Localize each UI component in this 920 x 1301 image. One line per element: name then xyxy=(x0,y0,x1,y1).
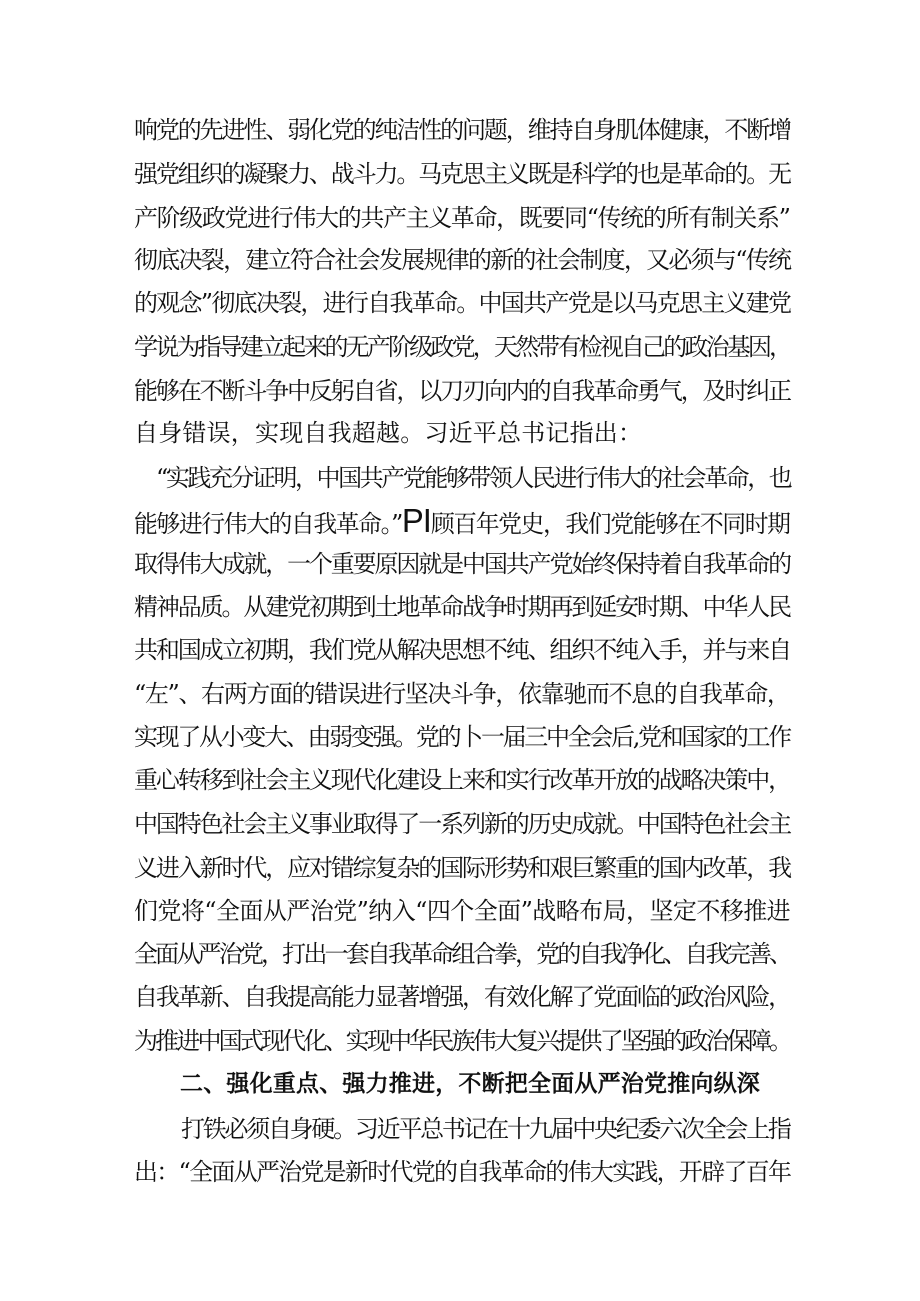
section-heading xyxy=(180,1062,760,1106)
text-line xyxy=(134,1150,790,1194)
line-text: 自我革新、自我提高能力显著增强，有效化解了党面临的政治风险， xyxy=(134,983,790,1011)
text-line xyxy=(134,196,790,240)
line-text: 彻底决裂，建立符合社会发展规律的新的社会制度，又必须与“传统 xyxy=(134,246,791,274)
text-line xyxy=(134,542,790,586)
text-line xyxy=(134,238,790,282)
text-line xyxy=(134,846,790,890)
line-text: 重心转移到社会主义现代化建设上来和实行改革开放的战略决策中， xyxy=(134,766,790,794)
line-text: 自身错误，实现自我超越。习近平总书记指出： xyxy=(134,419,643,447)
text-line xyxy=(134,108,790,152)
line-text: 强党组织的凝聚力、战斗力。马克思主义既是科学的也是革命的。无 xyxy=(134,160,790,188)
text-line xyxy=(134,1019,790,1063)
text-line xyxy=(134,715,790,759)
line-text: 响党的先进性、弱化党的纯洁性的问题，维持自身肌体健康，不断增 xyxy=(134,116,790,144)
line-text: 打铁必须自身硬。习近平总书记在十九届中央纪委六次全会上指 xyxy=(181,1115,790,1143)
text-line xyxy=(134,758,790,802)
ocr-artifact-text: PI xyxy=(401,502,431,539)
quote-line xyxy=(156,456,790,500)
line-text: 实现了从小变大、由弱变强。党的卜一届三中全会后,党和国家的工作 xyxy=(134,723,790,751)
line-text: 共和国成立初期，我们党从解决思想不纯、组织不纯入手，并与来自 xyxy=(134,636,790,664)
paragraph-first-line xyxy=(181,1107,790,1151)
text-line xyxy=(134,281,790,325)
text-line xyxy=(134,628,790,672)
line-text: 取得伟大成就，一个重要原因就是中国共产党始终保持着自我革命的 xyxy=(134,550,790,578)
line-text: 顾百年党史，我们党能够在不同时期 xyxy=(430,510,790,538)
line-text: 能够在不断斗争中反躬自省，以刀刃向内的自我革命勇气，及时纠正 xyxy=(134,377,790,405)
text-line xyxy=(134,325,790,369)
line-text: 精神品质。从建党初期到土地革命战争时期再到延安时期、中华人民 xyxy=(134,593,790,621)
line-text: 的观念”彻底决裂，进行自我革命。中国共产党是以马克思主义建党 xyxy=(134,289,791,317)
line-text: 义进入新时代，应对错综复杂的国际形势和艰巨繁重的国内改革，我 xyxy=(134,854,790,882)
text-line xyxy=(134,369,790,413)
line-text: 学说为指导建立起来的无产阶级政党，天然带有检视自己的政治基因， xyxy=(134,333,791,361)
heading-text: 二、强化重点、强力推进，不断把全面从严治党推向纵深 xyxy=(180,1071,760,1097)
line-text: 能够进行伟大的自我革命。” xyxy=(134,510,402,538)
text-line xyxy=(134,499,790,543)
line-text: 全面从严治党，打出一套自我革命组合拳，党的自我净化、自我完善、 xyxy=(134,940,791,968)
line-text: 产阶级政党进行伟大的共产主义革命，既要同“传统的所有制关系” xyxy=(134,204,790,232)
text-line xyxy=(134,672,790,716)
text-line xyxy=(134,889,790,933)
line-text: “左”、右两方面的错误进行坚决斗争，依靠驰而不息的自我革命， xyxy=(134,680,790,708)
line-text: 们党将“全面从严治党”纳入“四个全面”战略布局，坚定不移推进 xyxy=(134,897,791,925)
text-line xyxy=(134,411,642,455)
line-text: 为推进中国式现代化、实现中华民族伟大复兴提供了坚强的政治保障。 xyxy=(134,1027,791,1055)
text-line xyxy=(134,585,790,629)
line-text: 出：“全面从严治党是新时代党的自我革命的伟大实践，开辟了百年 xyxy=(134,1158,791,1186)
line-text: 中国特色社会主义事业取得了一系列新的历史成就。中国特色社会主 xyxy=(134,810,790,838)
text-line xyxy=(134,932,790,976)
text-line xyxy=(134,802,790,846)
line-text: “实践充分证明，中国共产党能够带领人民进行伟大的社会革命，也 xyxy=(156,464,791,492)
text-line xyxy=(134,975,790,1019)
text-line xyxy=(134,152,790,196)
